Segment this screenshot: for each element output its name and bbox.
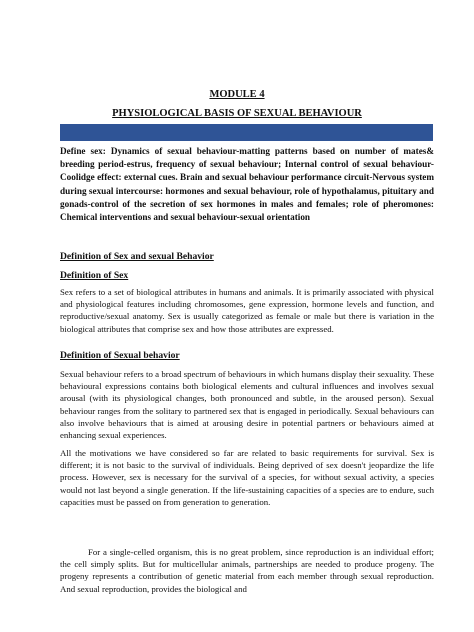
paragraph-single-celled-text: For a single-celled organism, this is no great problem, since reproduction is an individual effort; the cell simply splits. But for multicellular animals, partnerships are needed to produce progeny. The progeny represents a contribution of genetic material from each member through sexual reproduction. And sexual reproduction, provides the biological and — [60, 547, 434, 594]
paragraph-single-celled — [60, 546, 434, 595]
paragraph-motivations: All the motivations we have considered so far are related to basic requirements for survival. Sex is different; it is not basic to the survival of individuals. Being deprived of sex doesn't jeopardize the life process. However, sex is necessary for the survival of a species, for without sexual activity, a species would not last beyond a single generation. If the life-sustaining capacities of a species are to endure, such capacities must be passed on from generation to generation. — [60, 448, 434, 507]
heading-definition-sex-behavior: Definition of Sex and sexual Behavior — [60, 251, 214, 262]
module-title: PHYSIOLOGICAL BASIS OF SEXUAL BEHAVIOUR — [112, 108, 362, 119]
heading-definition-sex: Definition of Sex — [60, 270, 129, 281]
header-bar — [60, 124, 433, 141]
paragraph-sex: Sex refers to a set of biological attributes in humans and animals. It is primarily associated with physical and physiological features including chromosomes, gene expression, hormone levels and function, and reproductive/sexual anatomy. Sex is usually categorized as female or male but there is variation in the biological attributes that comprise sex and how those attributes are expressed. — [60, 287, 434, 334]
paragraph-sexual-behaviour: Sexual behaviour refers to a broad spectrum of behaviours in which humans display their sexuality. These behavioural expressions contains both biological elements and cultural influences and involves sexual arousal (with its physiological changes, both pronounced and subtle, in the aroused person). Sexual behaviour ranges from the solitary to partnered sex that is engaged in periodically. Sexual behaviours can also involve behaviours that is aimed at arousing desire in potential partners or behaviours aimed at enhancing sexual experiences. — [60, 369, 434, 441]
heading-definition-sexual-behavior: Definition of Sexual behavior — [60, 350, 180, 361]
syllabus-text: Define sex: Dynamics of sexual behaviour-matting patterns based on number of mates& breeding period-estrus, frequency of sexual behaviour; Internal control of sexual behaviour-Coolidge effect: external cues. Brain and sexual behaviour performance circuit-Nervous system during sexual intercourse: hormones and sexual behaviour, role of hypothalamus, pituitary and gonads-control of the secretion of sex hormones in males and females; role of pheromones: Chemical interventions and sexual behaviour-sexual orientation — [60, 146, 434, 223]
module-number: MODULE 4 — [209, 89, 265, 100]
